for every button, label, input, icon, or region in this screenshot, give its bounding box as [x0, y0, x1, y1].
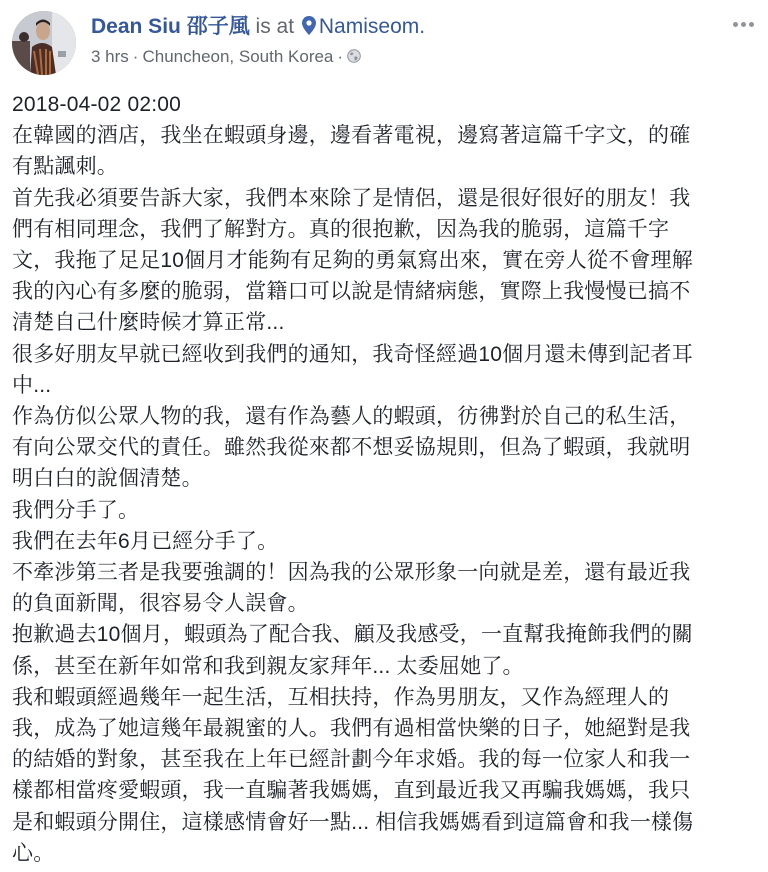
avatar-photo — [12, 11, 76, 75]
post-title-line — [91, 13, 425, 41]
post-header — [0, 0, 768, 85]
post-text-line: 我們分手了。 — [12, 498, 140, 522]
post-text-line: 係，甚至在新年如常和我到親友家拜年... 太委屈她了。 — [12, 654, 524, 678]
post-text-line: 的負面新聞，很容易令人誤會。 — [12, 592, 309, 616]
post-text-line: 我的內心有多麼的脆弱，當籍口可以說是情緒病態，實際上我慢慢已搞不 — [12, 280, 691, 304]
post-text-line: 首先我必須要告訴大家，我們本來除了是情侶，還是很好很好的朋友！我 — [12, 186, 691, 210]
post-text-line: 清楚自己什麼時候才算正常... — [12, 311, 285, 335]
post-text-line: 抱歉過去10個月，蝦頭為了配合我、顧及我感受，一直幫我掩飾我們的關 — [12, 623, 693, 647]
meta-separator: · — [132, 47, 139, 66]
is-at-text: is at — [249, 15, 300, 38]
more-options-icon — [741, 22, 746, 27]
globe-icon[interactable] — [347, 46, 361, 60]
author-name-link[interactable]: Dean Siu 邵子風 — [91, 15, 250, 38]
post-text-line: 明白白的說個清楚。 — [12, 467, 203, 491]
post-text-line: 文，我拖了足足10個月才能夠有足夠的勇氣寫出來，實在旁人從不會理解 — [12, 249, 693, 273]
post-meta-line — [91, 45, 361, 69]
meta-separator: · — [337, 47, 344, 66]
post-text-line: 有向公眾交代的責任。雖然我從來都不想妥協規則，但為了蝦頭，我就明 — [12, 436, 691, 460]
post-body — [12, 89, 762, 869]
post-text-line: 樣都相當疼愛蝦頭，我一直騙著我媽媽，直到最近我又再騙我媽媽，我只 — [12, 779, 691, 803]
post-text-line: 我們在去年6月已經分手了。 — [12, 529, 279, 553]
post-text-line: 們有相同理念，我們了解對方。真的很抱歉，因為我的脆弱，這篇千字 — [12, 217, 670, 241]
post-text-line: 我，成為了她這幾年最親蜜的人。我們有過相當快樂的日子，她絕對是我 — [12, 717, 691, 741]
post-text-line: 是和蝦頭分開住，這樣感情會好一點... 相信我媽媽看到這篇會和我一樣傷 — [12, 810, 694, 834]
post-text-line: 作為仿似公眾人物的我，還有作為藝人的蝦頭，彷彿對於自己的私生活， — [12, 405, 691, 429]
post-text-line: 中... — [12, 373, 52, 397]
post-timestamp-line: 2018-04-02 02:00 — [12, 93, 182, 116]
post-text-line: 不牽涉第三者是我要強調的！因為我的公眾形象一向就是差，還有最近我 — [12, 561, 691, 585]
more-options-icon — [733, 22, 738, 27]
more-options-button[interactable] — [728, 14, 758, 34]
post-text-line: 有點諷刺。 — [12, 155, 118, 179]
map-pin-icon — [302, 15, 316, 34]
place-link[interactable]: Namiseom. — [318, 15, 426, 38]
more-options-icon — [749, 22, 754, 27]
post-text-line: 在韓國的酒店，我坐在蝦頭身邊，邊看著電視，邊寫著這篇千字文，的確 — [12, 124, 691, 148]
location-link[interactable]: Chuncheon, South Korea — [142, 47, 334, 66]
avatar[interactable] — [12, 11, 76, 75]
post-text-line: 心。 — [12, 841, 55, 865]
timestamp-link[interactable]: 3 hrs — [91, 47, 129, 66]
post-text-line: 的結婚的對象，甚至我在上年已經計劃今年求婚。我的每一位家人和我一 — [12, 748, 691, 772]
post-text-line: 我和蝦頭經過幾年一起生活，互相扶持，作為男朋友，又作為經理人的 — [12, 685, 670, 709]
post-text-line: 很多好朋友早就已經收到我們的通知，我奇怪經過10個月還未傳到記者耳 — [12, 342, 693, 366]
